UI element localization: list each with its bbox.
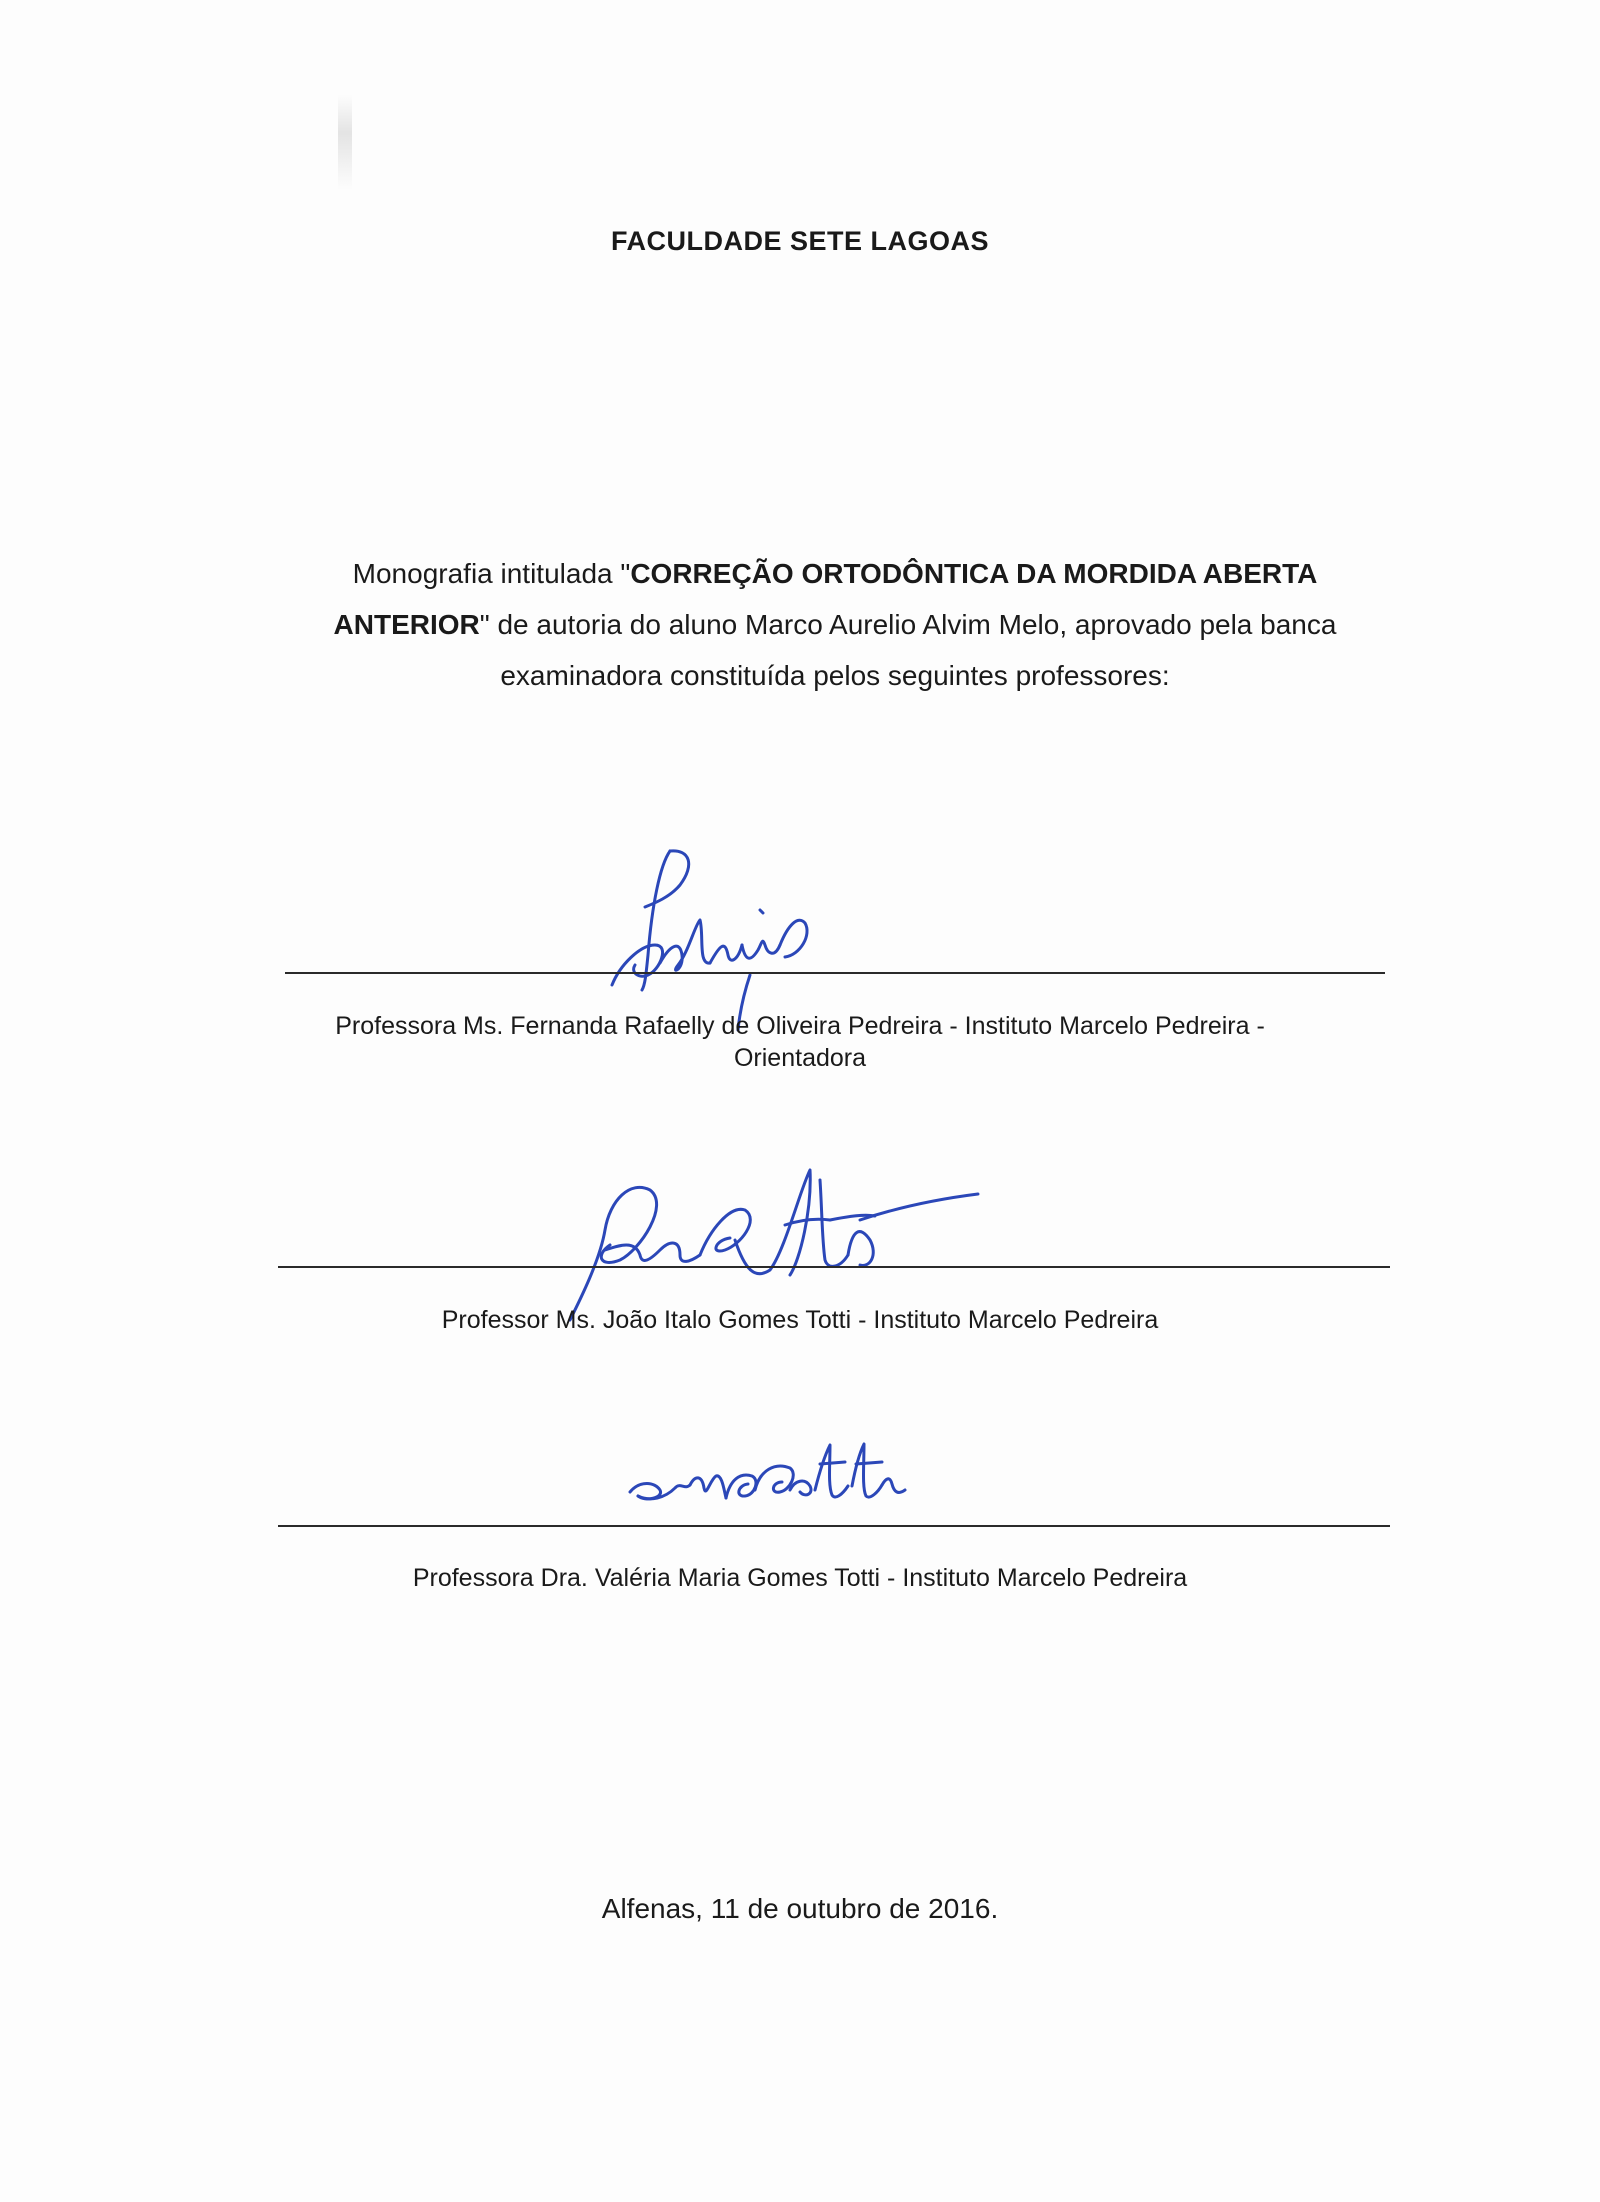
monograph-title: CORREÇÃO ORTODÔNTICA DA MORDIDA ABERTA ANTERIOR [333,558,1318,640]
examiner-1-caption [0,1010,1600,1074]
institution-title: FACULDADE SETE LAGOAS [610,226,990,256]
statement-suffix: " de autoria do aluno Marco Aurelio Alvim Melo, aprovado pela banca examinadora constituída pelos seguintes professores: [479,609,1337,691]
signature-totti-valeria [620,1440,950,1520]
approval-statement [290,548,1380,701]
signature-line-2 [278,1266,1390,1268]
examiner-1-name: Professora Ms. Fernanda Rafaelly de Oliveira Pedreira - Instituto Marcelo Pedreira - [335,1012,1265,1040]
place-and-date: Alfenas, 11 de outubro de 2016. [601,1893,999,1924]
examiner-2-name: Professor Ms. João Italo Gomes Totti - Instituto Marcelo Pedreira [441,1306,1159,1334]
signature-pedreira [600,845,840,1035]
examiner-1-role: Orientadora [733,1044,867,1072]
examiner-2-caption [0,1304,1600,1336]
examiner-3-name: Professora Dra. Valéria Maria Gomes Totti - Instituto Marcelo Pedreira [412,1564,1188,1592]
examiner-3-caption [0,1562,1600,1594]
signature-totti-joao [530,1150,990,1330]
scan-artifact [338,95,352,190]
signature-line-1 [285,972,1385,974]
signature-line-3 [278,1525,1390,1527]
statement-prefix: Monografia intitulada " [352,558,631,589]
